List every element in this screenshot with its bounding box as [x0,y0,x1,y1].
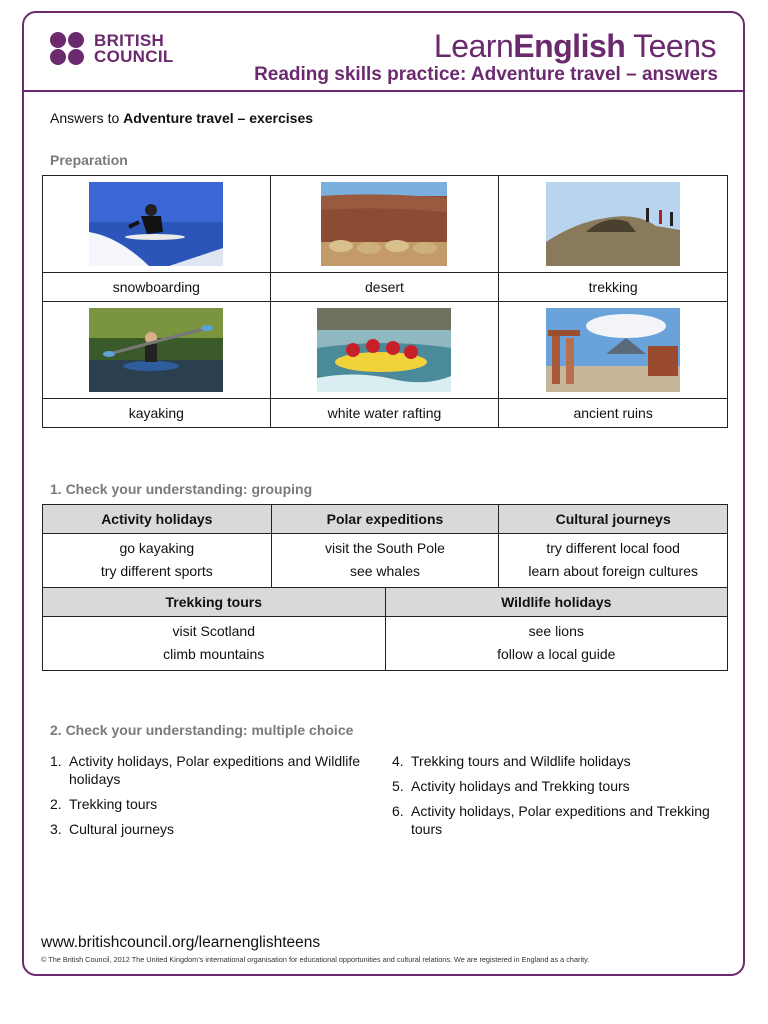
answer-number: 3. [50,821,62,837]
answer-text: Activity holidays and Trekking tours [411,778,630,794]
british-council-dots-icon [50,32,88,66]
column-header: Cultural journeys [499,505,728,534]
answer-number: 2. [50,796,62,812]
answer-number: 4. [392,753,404,769]
answers-list-left [50,752,370,845]
group-cell [43,534,272,588]
brand-teens: Teens [625,28,716,64]
group-cell [271,534,499,588]
group-cell [499,534,728,588]
hikers-on-hill-photo-icon [546,182,680,266]
column-header: Activity holidays [43,505,272,534]
group-item: see lions [528,623,584,639]
grouping-table-2 [42,587,728,671]
snowboarder-photo-icon [89,182,223,266]
answer-number: 6. [392,803,404,819]
picture-label: trekking [499,273,728,302]
group-item: try different local food [546,540,680,556]
answer-item [392,777,722,795]
preparation-heading: Preparation [50,152,128,168]
group-item: follow a local guide [497,646,616,662]
answer-item [50,820,370,838]
answer-item [50,795,370,813]
column-header: Polar expeditions [271,505,499,534]
logo-line-2: COUNCIL [94,47,174,66]
answer-text: Activity holidays, Polar expeditions and Trekking tours [411,803,710,837]
picture-label: desert [270,273,499,302]
rafting-photo-icon [317,308,451,392]
answer-text: Cultural journeys [69,821,175,837]
picture-cell [270,302,499,399]
column-header: Trekking tours [43,588,386,617]
group-item: try different sports [100,563,213,579]
ruins-photo-icon [546,308,680,392]
grouping-heading: 1. Check your understanding: grouping [50,481,313,497]
answer-text: Trekking tours and Wildlife holidays [411,753,631,769]
brand-english: English [513,28,626,64]
group-item: climb mountains [163,646,265,662]
group-cell [385,617,728,671]
grouping-table-1 [42,504,728,588]
multiple-choice-heading: 2. Check your understanding: multiple choice [50,722,354,738]
learnenglish-teens-logo [434,28,716,65]
picture-cell [270,176,499,273]
answer-item [50,752,370,788]
footer-website-link[interactable]: www.britishcouncil.org/learnenglishteens [41,934,321,951]
preparation-table [42,175,728,428]
desert-camels-photo-icon [321,182,447,266]
picture-cell [499,302,728,399]
answer-number: 1. [50,753,62,769]
picture-label: ancient ruins [499,399,728,428]
group-item: learn about foreign cultures [528,563,698,579]
intro-title: Adventure travel – exercises [123,110,314,126]
answer-number: 5. [392,778,404,794]
picture-label: snowboarding [43,273,271,302]
picture-label: kayaking [43,399,271,428]
group-item: visit the South Pole [325,540,445,556]
answer-text: Trekking tours [69,796,158,812]
answer-text: Activity holidays, Polar expeditions and Wildlife holidays [69,753,361,787]
column-header: Wildlife holidays [385,588,728,617]
picture-cell [43,176,271,273]
british-council-logo [50,32,174,66]
group-cell [43,617,386,671]
group-item: see whales [349,563,420,579]
picture-label: white water rafting [270,399,499,428]
brand-learn: Learn [433,28,514,64]
answers-list-right [392,752,722,845]
group-item: visit Scotland [172,623,255,639]
group-item: go kayaking [119,540,195,556]
kayaker-photo-icon [89,308,223,392]
picture-cell [43,302,271,399]
header-divider [22,90,745,92]
picture-cell [499,176,728,273]
intro-line [50,110,313,126]
page-subtitle: Reading skills practice: Adventure travel – answers [254,64,718,85]
answer-item [392,802,722,838]
answer-item [392,752,722,770]
intro-prefix: Answers to [50,110,124,126]
footer-copyright: © The British Council, 2012 The United Kingdom’s international organisation for educational opportunities and cultural relations. We are registered in England as a charity. [41,955,590,964]
logo-line-1: BRITISH [94,31,165,50]
